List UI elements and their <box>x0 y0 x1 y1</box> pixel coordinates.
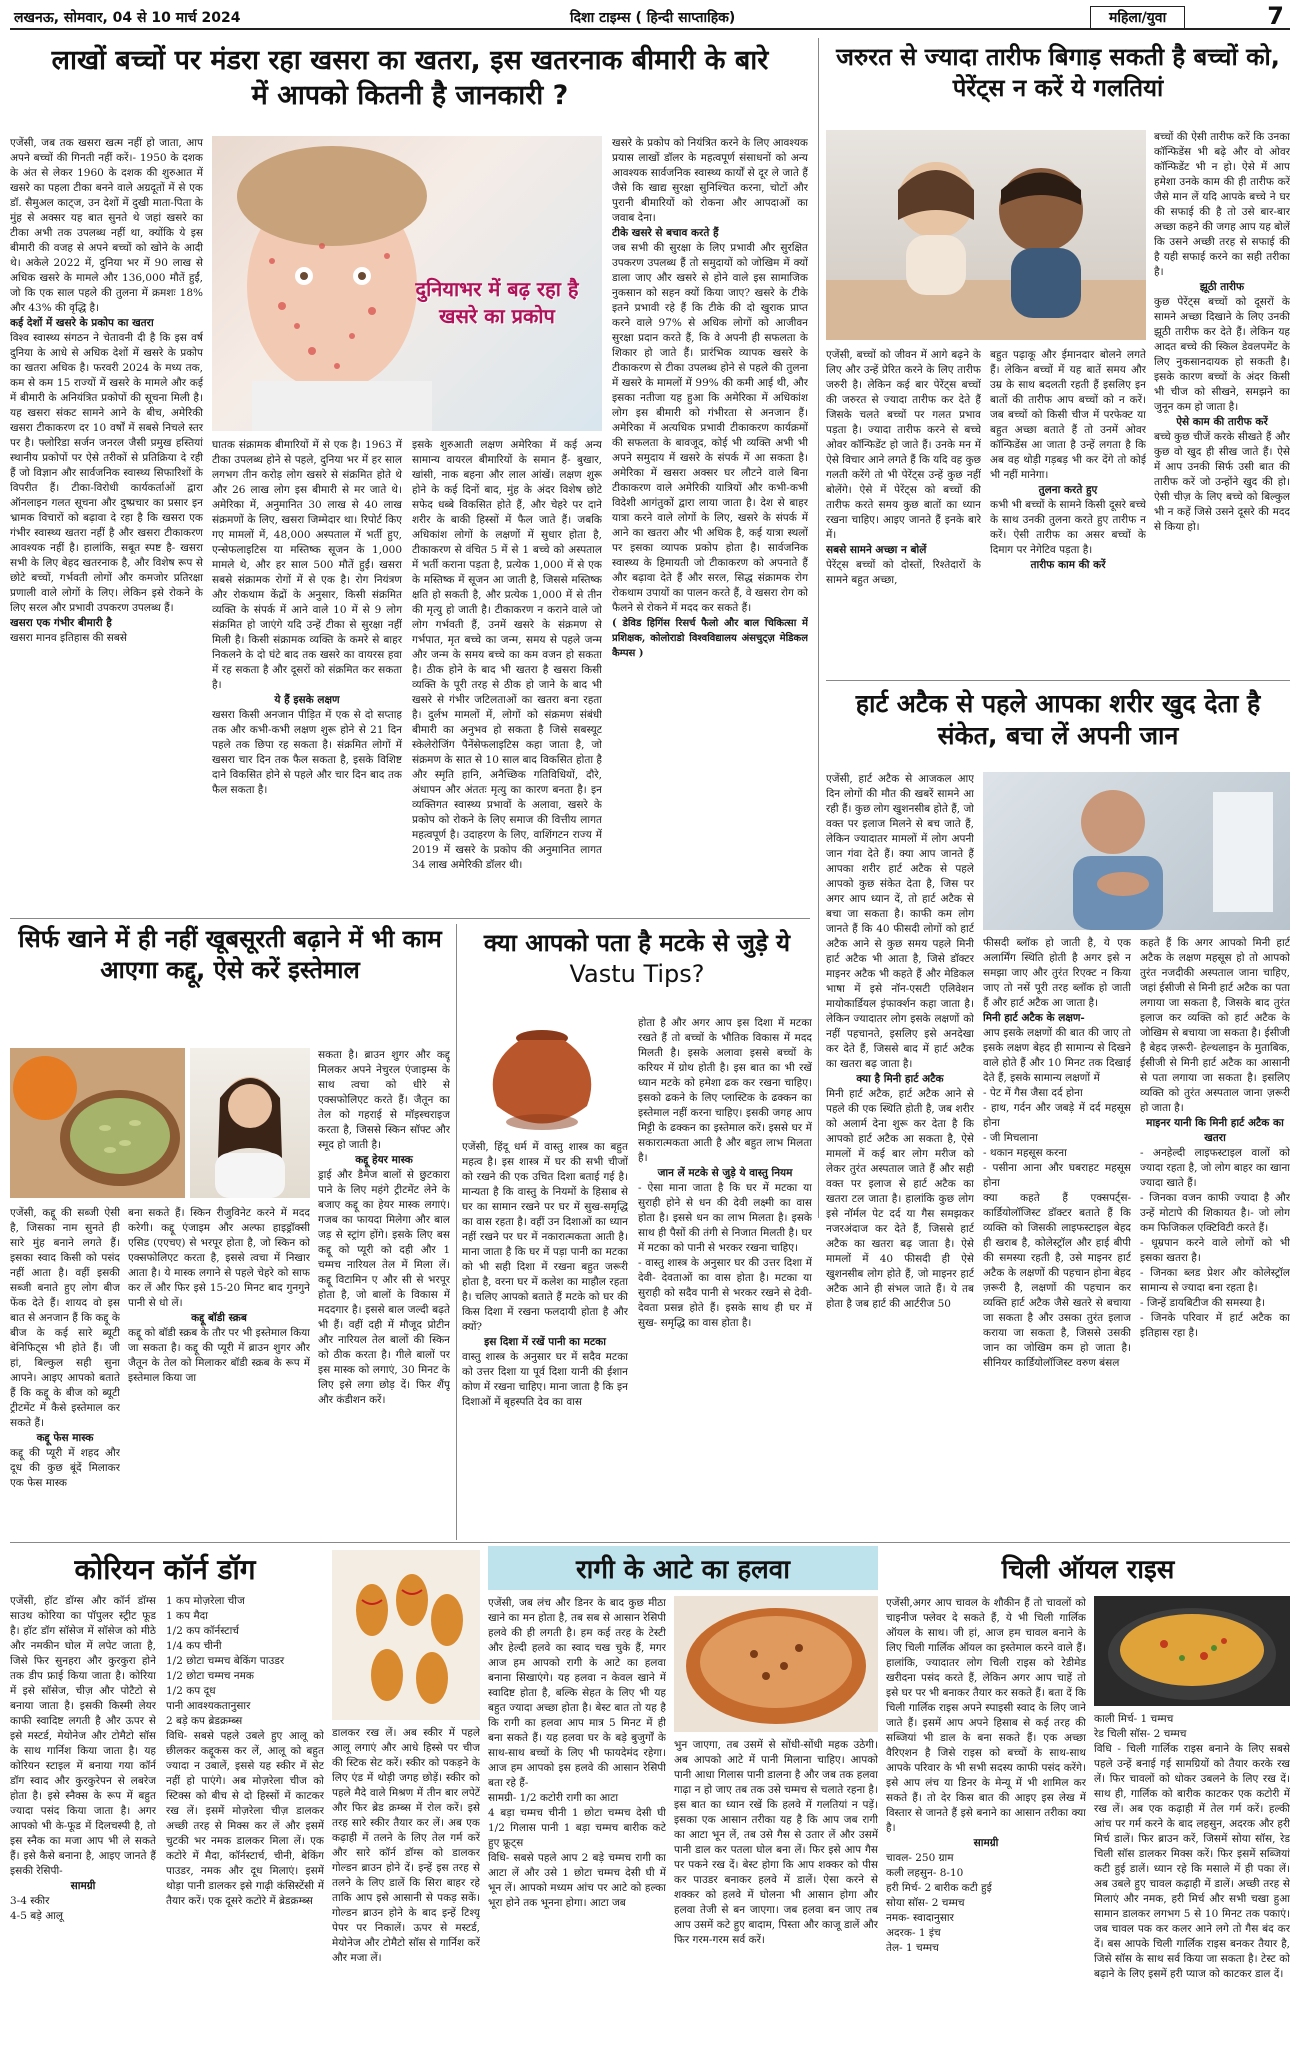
symptom-item: - जी मिचलाना <box>983 1132 1038 1144</box>
ingredient-item: चावल- 250 ग्राम <box>886 1852 954 1864</box>
vastu-tip-item: - वास्तु शास्त्र के अनुसार घर की उत्तर दिशा में देवी- देवताओं का वास होता है। मटका या सुराही को सदैव पानी से भरकर रखने से देवी- देवता प्रसन्न होते हैं। इसके साथ ही घर में सुख- समृद्धि का वास होता है। <box>638 1257 812 1329</box>
heart-photo <box>983 772 1290 930</box>
woman-portrait-illustration <box>190 1048 310 1198</box>
risk-item: - जिनके परिवार में हार्ट अटैक का इतिहास रहा है। <box>1140 1312 1290 1339</box>
praise-subhead-right-2: ऐसे काम की तारीफ करें <box>1176 416 1268 428</box>
ingredient-item: 3-4 स्कीर <box>10 1895 50 1907</box>
section-label: महिला/युवा <box>1090 6 1185 29</box>
chest-pain-illustration <box>983 772 1290 930</box>
pumpkin-text-3: बना सकते हैं। स्किन रीजुविनेट करने में मदद करेगी। कद्दू एंजाइम और अल्फा हाइड्रॉक्सी एसिड (एएचए) से भरपूर होता है, जो स्किन को एक्सफोलिएट करता है, इससे त्वचा में निखार आता है। ये मास्क लगाने से पहले चेहरे को साफ कर लें और फिर इसे 15-20 मिनट बाद गुनगुने पानी से धो लें। <box>128 1207 310 1309</box>
pumpkin-col2 <box>128 1206 310 1540</box>
praise-text-1: एजेंसी, बच्चों को जीवन में आगे बढ़ने के लिए और उन्हें प्रेरित करने के लिए तारीफ जरुरी है। लेकिन कई बार पेरेंट्स बच्चों की जरुरत से ज्यादा तारीफ कर देते हैं जिसके चलते बच्चों पर गलत प्रभाव पड़ता है। ज्यादा तारीफ करने से बच्चे ओवर कॉन्फिडेंट हो जाते हैं। उनके मन में ऐसे विचार आने लगते हैं कि यदि वह कुछ गलती करेंगे तो भी पेरेंट्स उन्हें कुछ नहीं बोलेंगे। ऐसे में पेरेंट्स को बच्चों की तारीफ करते समय कुछ बातों का ध्यान रखना चाहिए। आइए जानते हैं इनके बारे में। <box>826 349 981 541</box>
praise-subhead-right-1: झूठी तारीफ <box>1199 281 1245 293</box>
corndog-ingredients-head: सामग्री <box>70 1880 96 1892</box>
pumpkin-subhead-2: कद्दू बॉडी स्क्रब <box>191 1312 247 1324</box>
ragi-text-1: एजेंसी, जब लंच और डिनर के बाद कुछ मीठा खाने का मन होता है, तब सब से आसान रेसिपी हलवे की ही लगती है। हम कई तरह के टेस्टी और हेल्दी हलवे का स्वाद चख चुके हैं, मगर आज हम आपको रागी के आटे का हलवा बनाना सिखाएंगे। यह हलवा न केवल खाने में स्वादिष्ट होता है, बल्कि सेहत के लिए भी यह बहुत ज्यादा अच्छा होता है। बेस्ट बात तो यह है कि रागी का हलवा आप मात्र 5 मिनट में ही बना सकते हैं। यह हलवा घर के बड़े बुजुर्गों के साथ-साथ बच्चों के लिए भी फायदेमंद रहेगा। आज हम आपको इस हलवे की आसान रेसिपी बता रहे हैं- <box>488 1597 666 1789</box>
pumpkin-headline: सिर्फ खाने में ही नहीं खूबसूरती बढ़ाने में भी काम आएगा कद्दू, ऐसे करें इस्तेमाल <box>18 925 442 984</box>
measles-author-credit: ( डेविड हिगिंस रिसर्च फैलो और बाल चिकित्सा में प्रशिक्षक, कोलोराडो विश्वविद्यालय अंसचुट्ज़ मेडिकल कैम्पस ) <box>612 618 808 659</box>
risk-item: - जिन्हें डायबिटीज की समस्या है। <box>1140 1297 1266 1309</box>
ragi-col1 <box>488 1596 666 2044</box>
clay-pot-photo <box>462 1016 622 1136</box>
measles-col3-text <box>412 438 602 923</box>
halwa-bowl-illustration <box>674 1596 878 1732</box>
measles-text-6: इसके शुरुआती लक्षण अमेरिका में कई अन्य सामान्य वायरल बीमारियों के समान हैं- बुखार, खांसी, नाक बहना और लाल आंखें। लक्षण शुरू होने के कई दिनों बाद, मुंह के अंदर विशेष छोटे सफेद धब्बे विकसित होते हैं, और चेहरे पर दाने शरीर के बाकी हिस्सों में फैल जाते हैं। जबकि अधिकांश लोगों के लक्षणों में सुधार होता है, टीकाकरण से वंचित 5 में से 1 बच्चे को अस्पताल में भर्ती कराना पड़ता है, प्रत्येक 1,000 में से एक के मस्तिष्क में सूजन आ जाती है, जिससे मस्तिष्क क्षति हो सकती है, और प्रत्येक 1,000 में से तीन की मृत्यु हो जाती है। टीकाकरण न कराने वाले जो लोग गर्भवती हैं, उनमें खसरे के संक्रमण से गर्भपात, मृत बच्चे का जन्म, समय से पहले जन्म और जन्म के समय बच्चे का कम वजन हो सकता है। ठीक होने के बाद भी खतरा है खसरा किसी व्यक्ति के पूरी तरह से ठीक हो जाने के बाद भी खसरे से गंभीर जटिलताओं का खतरा बना रहता है। दुर्लभ मामलों में, लोगों को संक्रमण संबंधी बीमारी का अनुभव हो सकता है जिसे सबस्यूट स्केलेरोजिंग पैनेंसेफलाइटिस कहा जाता है, जो संक्रमण के सात से 10 साल बाद विकसित होता है और स्मृति हानि, अनैच्छिक गतिविधियों, दौरे, अंधापन और अंततः मृत्यु का कारण बनता है। इन व्यक्तिगत स्वास्थ्य प्रभावों के अलावा, खसरे के प्रकोप को रोकने के लिए समाज की वित्तीय लागत महत्वपूर्ण है। उदाहरण के लिए, वाशिंगटन राज्य में 2019 में खसरे के प्रकोप की अनुमानित लागत 34 लाख अमेरिकी डॉलर थी। <box>412 439 602 871</box>
corndog-illustration <box>332 1550 480 1720</box>
vastu-subhead-2: जान लें मटके से जुड़े ये वास्तु नियम <box>657 1167 793 1179</box>
vastu-headline <box>462 924 812 1008</box>
newspaper-name: दिशा टाइम्स ( हिन्दी साप्ताहिक) <box>570 10 736 26</box>
corndog-col2 <box>166 1594 324 2044</box>
pumpkin-seeds-photo <box>10 1048 185 1198</box>
ingredient-item: 1 कप मैदा <box>166 1610 208 1622</box>
chilli-ingredients-head: सामग्री <box>973 1837 999 1849</box>
heart-subhead-2: मिनी हार्ट अटैक के लक्षण- <box>983 1012 1085 1024</box>
ragi-headline: रागी के आटे का हलवा <box>488 1546 878 1590</box>
praise-col2 <box>990 348 1146 688</box>
pumpkin-text-6: ड्राई और डैमेज बालों से छुटकारा पाने के लिए महंगे ट्रीटमेंट लेने के बजाए कद्दू का हेयर मास्क लगाएं। गजब का फायदा मिलेगा और बाल जड़ से स्ट्रांग होंगे। इसके लिए बस कद्दू को प्यूरी को दही और 1 चम्मच नारियल तेल में मिला लें। कद्दू विटामिन ए और सी से भरपूर होता है, जो बालों के विकास में मददगार है। इससे बाल जल्दी बढ़ते भी हैं। वहीं दही में मौजूद प्रोटीन और नारियल तेल बालों की स्किन को ठीक करता है। गीले बालों पर इस मास्क को लगाएं, 30 मिनट के लिए इसे लगा छोड़ दें। फिर शैंपू और कंडीशन करें। <box>318 1169 450 1406</box>
praise-headline: जरुरत से ज्यादा तारीफ बिगाड़ सकती है बच्चों को, पेरेंट्स न करें ये गलतियां <box>836 43 1280 102</box>
issue-date: लखनऊ, सोमवार, 04 से 10 मार्च 2024 <box>14 10 241 26</box>
ragi-text-3: भुन जाएगा, तब उसमें से सोंधी-सोंधी महक उठेगी। अब आपको आटे में पानी मिलाना चाहिए। आपको पानी आधा गिलास पानी डालना है और जब तक हलवा गाढ़ा न हो जाए तब तक उसे चम्मच से चलाते रहना है। इस बात का ध्यान रखें कि हलवे में गलतियां न पड़ें। इसका एक आसान तरीका यह है कि आप जब रागी का आटा भून लें, तब उसे गैस से उतार लें और उसमें पानी डाल कर पतला घोल बना लें। फिर इसे आप गैस पर पकने रख दें। बेस्ट होगा कि आप शक्कर को पीस कर पाउडर बनाकर हलवे में डालें। ऐसा करने से शक्कर को हलवे में घोलना भी आसान होगा और हलवा तेजी से बन जाएगा। जब हलवा बन जाए तब आप उसमें कटे हुए बादाम, पिस्ता और काजू डालें और फिर गरम-गरम सर्व करें। <box>674 1739 878 1946</box>
vastu-article <box>462 924 812 1540</box>
ingredient-item: 1/2 कप दूध <box>166 1685 216 1697</box>
praise-text-right-3: बच्चे कुछ चीजें करके सीखते हैं और कुछ वो खुद ही सीख जाते हैं। ऐसे में आप उनकी सिर्फ उसी बात की तारीफ करें जो उन्होंने खुद की हो। ऐसी चीज़ के लिए बच्चे को बिल्कुल भी न कहें जिसे उसने दूसरे की मदद से किया हो। <box>1154 431 1290 533</box>
heart-col3 <box>1140 936 1290 1538</box>
chilli-rice-photo <box>1094 1596 1290 1706</box>
corndog-text-2: विधि- सबसे पहले उबले हुए आलू को छीलकर कद्दूकस कर लें, आलू को बहुत ज्यादा न उबालें, इससे यह स्कीर में सेट नहीं हो पाएंगे। अब मोज़रेला चीज को स्टिक्स को बीच से दो हिस्सों में काटकर रख लें। इसमें मोज़रेला चीज़ डालकर अच्छी तरह से मिक्स कर लें और इसमें चुटकी भर नमक डालकर मिला लें। एक कटोरे में मैदा, कॉर्नस्टार्च, चीनी, बेकिंग पाउडर, नमक और दूध मिलाएं। इसमें थोड़ा पानी डालकर इसे गाढ़ी कंसिस्टेंसी में तैयार करें। एक दूसरे कटोरे में ब्रेडक्रम्ब्स <box>166 1730 324 1907</box>
heart-article <box>826 686 1290 1538</box>
risk-item: - जिनका वजन काफी ज्यादा है और उन्हें मोटापे की शिकायत है।- जो लोग कम फिजिकल एक्टिविटी करते हैं। <box>1140 1192 1290 1234</box>
ingredient-item: सामग्री- 1/2 कटोरी रागी का आटा <box>488 1792 619 1804</box>
corndog-text-3: डालकर रख लें। अब स्कीर में पहले आलू लगाएं और आधे हिस्से पर चीज की स्टिक सेट करें। स्कीर को पकड़ने के लिए एंड में थोड़ी जगह छोड़ें। स्कीर को पहले मैदे वाले मिश्रण में तीन बार लपेटें और फिर ब्रेड क्रम्ब्स में रोल करें। इसे तरह सारे स्कीर तैयार कर लें। अब एक कढ़ाही में तलने के लिए तेल गर्म करें और सारे कॉर्न डॉग्स को डालकर गोल्डन ब्राउन होने दें। इन्हें इस तरह से तलने के लिए डालें कि सिरा बाहर रहे ताकि आप इसे आसानी से पकड़ सकें। गोल्डन ब्राउन होने के बाद इन्हें टिश्यू पेपर पर निकालें। ऊपर से मस्टर्ड, मेयोनेज और टोमैटो सॉस से गार्निश करें और मजा लें। <box>332 1727 480 1964</box>
ingredient-item: हरी मिर्च- 2 बारीक कटी हुई <box>886 1882 992 1894</box>
symptom-item: - हाथ, गर्दन और जबड़े में दर्द महसूस होना <box>983 1102 1131 1129</box>
ingredient-item: 1 कप मोज़रेला चीज <box>166 1595 245 1607</box>
heart-text-3: फीसदी ब्लॉक हो जाती है, ये एक अलार्मिंग स्थिति होती है अगर इसे न समझा जाए और तुरंत रिएक्ट न किया जाए तो नसें पूरी तरह ब्लॉक हो जाती हैं और हार्ट अटैक आ जाता है। <box>983 937 1131 1009</box>
praise-text-2: पेरेंट्स बच्चों को दोस्तों, रिश्तेदारों के सामने बहुत अच्छा, <box>826 559 981 586</box>
ingredient-item: 1/2 छोटा चम्मच बेकिंग पाउडर <box>166 1655 285 1667</box>
vastu-tip-item: - ऐसा माना जाता है कि घर में मटका या सुराही होने से धन की देवी लक्ष्मी का वास होता है। इससे धन का लाभ मिलता है। इसके साथ ही पैसों की तंगी से निजात मिलती है। घर में मटका को पानी से भरकर रखना चाहिए। <box>638 1182 812 1254</box>
ingredient-item: 4-5 बड़े आलू <box>10 1910 64 1922</box>
measles-subhead-2: खसरा एक गंभीर बीमारी है <box>10 617 112 629</box>
symptom-item: - पेट में गैस जैसा दर्द होना <box>983 1087 1083 1099</box>
model-photo <box>190 1048 310 1198</box>
ingredient-item: 4 बड़ा चम्मच चीनी 1 छोटा चम्मच देसी घी 1/2 गिलास पानी 1 बड़ा चम्मच बारीक कटे हुए फ्रूट्स <box>488 1807 666 1849</box>
ragi-halwa-photo <box>674 1596 878 1732</box>
ingredient-item: 1/4 कप चीनी <box>166 1640 222 1652</box>
measles-text-4: घातक संक्रामक बीमारियों में से एक है। 1963 में टीका उपलब्ध होने से पहले, दुनिया भर में हर साल लगभग तीन करोड़ लोग खसरे से संक्रमित होते थे और 26 लाख लोग इस बीमारी से मर जाते थे। अमेरिका में, अनुमानित 30 लाख से 40 लाख संक्रमणों के लिए, खसरा जिम्मेदार था। रिपोर्ट किए गए मामलों में, 48,000 अस्पताल में भर्ती हुए, एन्सेफलाइटिस या मस्तिष्क सूजन के 1,000 मामले थे, और हर साल 500 मौतें हुईं। खसरा सबसे संक्रामक रोगों में से एक है। रोग नियंत्रण और रोकथाम केंद्रों के अनुसार, किसी संक्रमित व्यक्ति के संपर्क में आने वाले 10 में से 9 लोग संक्रमित हो जाएंगे यदि उन्हें टीका से सुरक्षा नहीं मिली है। किसी संक्रामक व्यक्ति के कमरे से बाहर निकलने के दो घंटे बाद तक खसरे का वायरस हवा में रह सकता है और दूसरों को संक्रमित कर सकता है। <box>212 439 402 691</box>
risk-item: - अनहेल्दी लाइफस्टाइल वालों को ज्यादा रहता है, जो लोग बाहर का खाना ज्यादा खाते हैं। <box>1140 1147 1290 1189</box>
heart-col1 <box>826 772 974 1538</box>
ingredient-item: रेड चिली सॉस- 2 चम्मच <box>1094 1728 1187 1740</box>
pumpkin-text-4: कद्दू को बॉडी स्क्रब के तौर पर भी इस्तेमाल किया जा सकता है। कद्दू की प्यूरी में ब्राउन शुगर और जैतून के तेल को मिलाकर बॉडी स्क्रब के रूप में इस्तेमाल किया जा <box>128 1327 310 1384</box>
measles-text-5: खसरा किसी अनजान पीड़ित में एक से दो सप्ताह तक और कभी-कभी लक्षण शुरू होने से 21 दिन पहले तक छिपा रह सकता है। संक्रमित लोगों में खसरा चार दिन तक फैल सकता है, इसके विशिष्ट दाने विकसित होने से पहले और चार दिन बाद तक फैल सकता है। <box>212 709 402 796</box>
pumpkin-article <box>10 924 450 1540</box>
chilli-text-2: विधि - चिली गार्लिक राइस बनाने के लिए सबसे पहले उन्हें बनाई गई सामग्रियों को तैयार करके रख लें। फिर चावलों को धोकर उबलने के लिए रख दें। साथ ही, गार्लिक को बारीक काटकर एक कटोरी में रख लें। अब एक कढ़ाही में तेल गर्म करें। हल्की आंच पर गर्म करने के बाद लहसुन, अदरक और हरी मिर्च डालें। फिर ब्राउन करें, जिसमें सोया सॉस, रेड चिली सॉस डालकर मिक्स करें। फिर इसमें सब्जियां कटी हुई डालें। ध्यान रहे कि मसाले में ही पका लें। अब उबले हुए चावल कढ़ाही में डालें। अच्छी तरह से मिलाएं और नमक, हरी मिर्च और सभी चखा हुआ सामान डालकर लगभग 5 से 10 मिनट तक पकाएं। जब चावल पक कर कलर आने लगे तो गैस बंद कर दें। बस आपके चिली गार्लिक राइस बनकर तैयार है, जिसे सॉस के साथ सर्व किया जा सकता है। टेस्ट को बढ़ाने के लिए इसमें हरी प्याज को काटकर डाल दें। <box>1094 1743 1290 1980</box>
page-number: 7 <box>1267 2 1284 30</box>
heart-subhead-3: माइनर यानी कि मिनी हार्ट अटैक का खतरा <box>1146 1117 1284 1144</box>
pumpkin-text-1: एजेंसी, कद्दू की सब्जी ऐसी है, जिसका नाम सुनते ही सारे मुंह बनाने लगते हैं। इसका स्वाद किसी को पसंद नहीं आता है। वहीं इसकी सब्जी बनाते हुए लोग बीज फेंक देते हैं। शायद वो इस बात से अनजान हैं कि कद्दू के बीज के कई सारे ब्यूटी बेनिफिट्स भी होते हैं। जी हां, बिल्कुल सही सुना आपने। आइए आपको बताते हैं कि कद्दू के बीज को ब्यूटी ट्रीटमेंट में कैसे इस्तेमाल कर सकते हैं। <box>10 1207 120 1429</box>
praise-subhead-3: तारीफ काम की करें <box>1030 559 1106 571</box>
clay-pot-illustration <box>462 1016 622 1136</box>
vastu-text-1: एजेंसी, हिंदू धर्म में वास्तु शास्त्र का बहुत महत्व है। इस शास्त्र में घर की सभी चीजों को रखने की एक उचित दिशा बताई गई है। मान्यता है कि वास्तु के नियमों के हिसाब से घर का सामान रखने पर घर में सुख-समृद्धि का वास रहता है। वहीं उन दिशाओं का ध्यान नहीं रखने पर घर में नकारात्मकता आती है। माना जाता है कि घर में पड़ा पानी का मटका को भी सही दिशा में रखना बहुत जरूरी होता है, वरना घर में कलेश का माहौल रहता है। चलिए आपको बताते हैं मटके को घर की किस दिशा में रखना फलदायी होता है और क्यों? <box>462 1141 628 1333</box>
symptom-item: - पसीना आना और घबराहट महसूस होना <box>983 1162 1131 1189</box>
chilli-rice-recipe <box>886 1546 1290 2046</box>
measles-text-3: खसरा मानव इतिहास की सबसे <box>10 632 127 644</box>
risk-item: - धूम्रपान करने वाले लोगों को भी इसका खतरा है। <box>1140 1237 1290 1264</box>
heart-col2 <box>983 936 1131 1538</box>
measles-col3 <box>412 136 602 438</box>
measles-col1 <box>10 136 203 646</box>
praise-subhead-1: सबसे सामने अच्छा न बोलें <box>826 544 927 556</box>
ingredient-item: कली लहसुन- 8-10 <box>886 1867 964 1879</box>
measles-text-2: विश्व स्वास्थ्य संगठन ने चेतावनी दी है कि इस वर्ष दुनिया के आधे से अधिक देशों में खसरे के प्रकोप का खतरा अधिक है। फरवरी 2024 के मध्य तक, कम से कम 15 राज्यों में खसरे के मामले और कई में बीमारी के अनियंत्रित प्रकोपों की सूचना मिली है। यह खसरा संकट सामने आने के बीच, अमेरिकी खसरा टीकाकरण दर 10 वर्षों में सबसे निचले स्तर पर है। फ्लोरिडा सर्जन जनरल जैसी प्रमुख हस्तियां स्थानीय प्रकोपों पर ऐसे तरीकों से प्रतिक्रिया दे रही हैं जो विज्ञान और सार्वजनिक स्वास्थ्य सिफारिशों के विपरीत हैं। टीका-विरोधी कार्यकर्ताओं द्वारा ऑनलाइन गलत सूचना और दुष्प्रचार का प्रसार इन भ्रामक विचारों को बढ़ावा दे रहा है कि खसरा एक गंभीर स्वास्थ्य खतरा नहीं है और खसरा टीकाकरण आवश्यक नहीं है। हालांकि, सबूत स्पष्ट है- खसरा सभी के लिए बेहद खतरनाक है, और विशेष रूप से छोटे बच्चों, गर्भवती लोगों और कमजोर प्रतिरक्षा प्रणाली वाले लोगों के लिए। लेकिन इसे रोकने के लिए सरल और प्रभावी उपकरण उपलब्ध हैं। <box>10 332 203 614</box>
vastu-col1 <box>462 1140 628 1540</box>
ingredient-item: अदरक- 1 इंच <box>886 1927 941 1939</box>
pumpkin-seeds-illustration <box>10 1048 185 1198</box>
risk-item: - जिनका ब्लड प्रेशर और कोलेस्ट्रॉल सामान्य से ज्यादा बना रहता है। <box>1140 1267 1290 1294</box>
ingredient-item: 2 बड़े कप ब्रेडक्रम्ब्स <box>166 1715 243 1727</box>
vastu-headline-hindi: क्या आपको पता है मटके से जुड़े ये <box>483 929 791 957</box>
praise-text-4: कभी भी बच्चों के सामने किसी दूसरे बच्चे के साथ उनकी तुलना करते हुए तारीफ न करें। ऐसी तारीफ का असर बच्चों के दिमाग पर नेगेटिव पड़ता है। <box>990 499 1146 556</box>
heart-headline: हार्ट अटैक से पहले आपका शरीर खुद देता है संकेत, बचा लें अपनी जान <box>855 689 1261 750</box>
ragi-recipe <box>488 1546 878 2046</box>
vastu-col2 <box>638 1016 812 1540</box>
vastu-text-2: वास्तु शास्त्र के अनुसार घर में सदैव मटका को उत्तर दिशा या पूर्व दिशा यानी की ईशान कोण में रखना चाहिए। माना जाता है कि इन दिशाओं में बृहस्पति देव का वास <box>462 1351 628 1408</box>
corndog-col3 <box>332 1726 480 2044</box>
praise-subhead-2: तुलना करते हुए <box>1038 484 1098 496</box>
ingredient-item: काली मिर्च- 1 चम्मच <box>1094 1713 1174 1725</box>
corndog-col1 <box>10 1594 156 2044</box>
parent-child-illustration <box>826 130 1146 340</box>
measles-subhead-3: ये हैं इसके लक्षण <box>274 694 340 706</box>
praise-col1 <box>826 348 981 688</box>
corndog-photo <box>332 1550 480 1720</box>
vastu-headline-english: Vastu Tips? <box>569 959 705 988</box>
ingredient-item: पानी आवश्यकतानुसार <box>166 1700 251 1712</box>
vastu-text-3: होता है और अगर आप इस दिशा में मटका रखते हैं तो बच्चों के भौतिक विकास में मदद मिलती है। इसके अलावा इससे बच्चों के करियर में ग्रोथ होती है। इस बात का भी रखें ध्यान मटके को हमेशा ढक कर रखना चाहिए। इसको ढकने के लिए प्लास्टिक के ढक्कन का इस्तेमाल नहीं करना चाहिए। इसकी जगह आप मिट्टी के ढक्कन का इस्तेमाल करें। इससे घर में सकारात्मकता आती है और बहुत लाभ मिलता है। <box>638 1017 812 1164</box>
measles-text-1: एजेंसी, जब तक खसरा खत्म नहीं हो जाता, आप अपने बच्चों की गिनती नहीं करें।- 1950 के दशक के अंत से लेकर 1960 के दशक की शुरुआत में खसरे का पहला टीका बनने वाले अग्रदूतों में से एक डॉ. सैमुअल काट्ज, उन देशों में दुखी माता-पिता के मुंह से अक्सर यह बात सुनते थे जहां खसरे का टीका अभी तक उपलब्ध नहीं था, क्योंकि ये इस बीमारी की वजह से अपने बच्चों को खोने के आदी थे। अकेले 2022 में, दुनिया भर में 90 लाख से अधिक खसरे के मामले और 136,000 मौतें हुईं, जो कि एक साल पहले की तुलना में क्रमशः 18% और 43% की वृद्धि है। <box>10 137 203 314</box>
measles-subhead-4: टीके खसरे से बचाव करते हैं <box>612 227 719 239</box>
heart-text-5: क्या कहते हैं एक्सपर्ट्स- कार्डियोलॉजिस्ट डॉक्टर बताते हैं कि व्यक्ति को जिसकी लाइफस्टाइल बेहद ही खराब है, कोलेस्ट्रॉल और हाई बीपी की समस्या रहती है, उसे माइनर हार्ट अटैक के लक्षणों की पहचान होना बेहद ज़रूरी है, लक्षणों की पहचान कर व्यक्ति हार्ट अटैक जैसे खतरे से बचाया जा सकता है और उसका तुरंत इलाज कराया जा सकता है, जिससे उसकी जान का जोखिम कम हो जाता है। सीनियर कार्डियोलॉजिस्ट वरुण बंसल <box>983 1192 1131 1369</box>
ingredient-item: सोया सॉस- 2 चम्मच <box>886 1897 965 1909</box>
vastu-subhead-1: इस दिशा में रखें पानी का मटका <box>484 1336 606 1348</box>
pumpkin-text-5: सकता है। ब्राउन शुगर और कद्दू मिलकर अपने नेचुरल एंजाइम्स के साथ त्वचा को धीरे से एक्सफोलिएट करते हैं। जैतून का तेल को गहराई से मॉइस्चराइज करता है, जिससे स्किन सॉफ्ट और स्मूद हो जाती है। <box>318 1049 450 1151</box>
ragi-text-2: विधि- सबसे पहले आप 2 बड़े चम्मच रागी का आटा लें और उसे 1 छोटा चम्मच देसी घी में भून लें। आपको मध्यम आंच पर आटे को हल्का भूरा होने तक भूनना होगा। आटा जब <box>488 1852 666 1909</box>
praise-text-right-2: कुछ पेरेंट्स बच्चों को दूसरों के सामने अच्छा दिखाने के लिए उनकी झूठी तारीफ कर देते हैं। लेकिन यह आदत बच्चे की स्किल डेवलपमेंट के लिए नुकसानदायक हो सकती है। इसके कारण बच्चों के अंदर किसी भी चीज को सीखने, समझने का जुनून कम हो जाता है। <box>1154 296 1290 413</box>
praise-article <box>826 38 1290 688</box>
chilli-col2 <box>1094 1712 1290 2044</box>
pumpkin-col3 <box>318 1048 450 1540</box>
praise-text-3: बहुत पढ़ाकू और ईमानदार बोलने लगते हैं। लेकिन बच्चों में यह बातें समय और उम्र के साथ बदलती रहती हैं इसलिए इन बातों की तारीफ आप बच्चों को न करें। जब बच्चों को किसी चीज में परफेक्ट या बहुत अच्छा बताते हैं तो उनमें ओवर कॉन्फिडेंस आ जाता है उन्हें लगता है कि अब वह थोड़ी गड़बड़ भी कर देंगे तो कोई भी नहीं मानेगा। <box>990 349 1146 481</box>
ingredient-item: नमक- स्वादानुसार <box>886 1912 954 1924</box>
heart-text-1: एजेंसी, हार्ट अटैक से आजकल आए दिन लोगों की मौत की खबरें सामने आ रही हैं। कुछ लोग खुशनसीब होते हैं, जो वक्त पर इलाज मिलने से बच जाते हैं, लेकिन ज्यादातर मामलों में लोग अपनी जान गंवा देते हैं। क्या आप जानते हैं आपका शरीर हार्ट अटैक से पहले आपको कुछ संकेत देता है, जिस पर अगर आप ध्यान दें, तो हार्ट अटैक से बचा जा सकता है। काफी कम लोग जानते हैं कि 40 फीसदी लोगों को हार्ट अटैक आने से कुछ समय पहले मिनी हार्ट अटैक भी आता है, जिसे डॉक्टर माइनर अटैक भी कहते हैं और मेडिकल भाषा में इसे नॉन-एसटी एलिवेशन मायोकार्डियल इंफार्क्शन कहा जाता है। लेकिन ज्यादातर लोग इसके लक्षणों को नहीं पहचानते, इसलिए इसे अनदेखा कर देते हैं, जिससे बाद में हार्ट अटैक का खतरा बढ़ जाता है। <box>826 773 974 1070</box>
ragi-col2 <box>674 1738 878 2044</box>
ingredient-item: तेल- 1 चम्मच <box>886 1942 939 1954</box>
corndog-headline: कोरियन कॉर्न डॉग <box>74 1553 256 1586</box>
ingredient-item: 1/2 कप कॉर्नस्टार्च <box>166 1625 239 1637</box>
corndog-text-1: एजेंसी, हॉट डॉग्स और कॉर्न डॉग्स साउथ कोरिया का पॉपुलर स्ट्रीट फूड है। हॉट डॉग सॉसेज में सॉसेज को मीठे और नमकीन घोल में लपेट जाता है, जिसे फिर सुनहरा और कुरकुरा होने तक डीप फ्राई किया जाता है। कोरिया में इसे सॉसेज, चीज़ और पोटैटो से बनाया जाता है। इसकी किस्मी लेयर काफी स्वादिष्ट लगती है और ऊपर से इसे मस्टर्ड, मेयोनेज और टोमैटो सॉस के साथ गार्निश किया जाता है। यह कोरियन स्टाइल में बनाया गया कॉर्न डॉग स्वाद और कुरकुरेपन से लबरेज होता है। इसे स्नैक्स के रूप में बहुत ज्यादा पसंद किया जाता है। अगर आपको भी के-फूड में दिलचस्पी है, तो इस स्नैक का मजा आप भी ले सकते हैं। इसे कैसे बनाना है, आइए जानते हैं इसकी रेसिपी- <box>10 1595 156 1877</box>
chilli-text-1: एजेंसी,अगर आप चावल के शौकीन हैं तो चावलों को चाइनीज फ्लेवर दे सकते हैं, ये भी चिली गार्लिक ऑयल के साथ। जी हां, आज हम चावल बनाने के लिए चिली गार्लिक ऑयल का इस्तेमाल करने वाले हैं। हालांकि, ज्यादातर लोग चिली राइस को रेडीमेड खरीदना पसंद करते हैं, लेकिन अगर आप चाहें तो इसे घर पर भी बनाकर तैयार कर सकते हैं। बता दें कि चिली गार्लिक राइस अपने स्पाइसी स्वाद के लिए जाने जाते हैं। इसमें आप अपने हिसाब से कई तरह की सब्जियां भी डाल के बना सकते हैं। एक अच्छा वैरिएशन है जिसे राइस को बच्चों के साथ-साथ आपके परिवार के भी सभी सदस्य काफी पसंद करेंगे। इसे आप लंच या डिनर के मेन्यू में भी शामिल कर सकते हैं। तो देर किस बात की आइए इस लेख में विस्तार से जानते हैं इसे बनाने का आसान तरीका क्या है। <box>886 1597 1086 1834</box>
heart-text-4: आप इसके लक्षणों की बात की जाए तो इसके लक्षण बेहद ही सामान्य से दिखने वाले होते हैं और 10 मिनट तक दिखाई देते हैं, इसके सामान्य लक्षणों में <box>983 1027 1131 1084</box>
heart-text-2: मिनी हार्ट अटैक, हार्ट अटैक आने से पहले की एक स्थिति होती है, जब शरीर को अलार्म देना शुरू कर देता है कि आपको हार्ट अटैक आ सकता है, ऐसे मामलों में कई बार लोग मरीज को लेकर तुरंत अस्पताल जाते हैं और सही वक्त पर इलाज से हार्ट अटैक का खतरा टल जाता है। हालांकि कुछ लोग इसे नॉर्मल पेट दर्द या गैस समझकर नजरअंदाज कर देते हैं, जिससे हार्ट अटैक का खतरा बढ़ जाता है। ऐसे मामलों में 40 फीसदी ही ऐसे खुशनसीब लोग होते हैं, जो माइनर हार्ट अटैक आने ही संभल जाते हैं। ये तब होता है जब हार्ट की आर्टरीज 50 <box>826 1088 974 1310</box>
measles-text-8: जब सभी की सुरक्षा के लिए प्रभावी और सुरक्षित उपकरण उपलब्ध हैं तो समुदायों को जोखिम में क्यों डाला जाए और खसरे से होने वाले इस सामाजिक नुकसान को सहन क्यों किया जाए? खसरे के टीके इतने प्रभावी रहे हैं कि टीके की दो खुराक प्राप्त करने वाले 97% से अधिक लोगों को आजीवन सुरक्षा प्रदान करते हैं, कि वे अपनी ही सफलता के शिकार हो जाते हैं। प्रारंभिक व्यापक खसरे के टीकाकरण से टीका उपलब्ध होने से पहले की तुलना में खसरे के मामलों में 99% की कमी आई थी, और इसका नतीजा यह हुआ कि अमेरिका में अधिकांश लोग इस बीमारी को गंभीरता से अनजान हैं। अमेरिका में अत्यधिक प्रभावी टीकाकरण कार्यक्रमों की सफलता के बावजूद, कोई भी व्यक्ति अभी भी अपने समुदाय में खसरे के संपर्क में आ सकता है। अमेरिका में खसरा अक्सर घर लौटने वाले बिना टीकाकरण वाले अमेरिकी यात्रियों और कभी-कभी विदेशी आगंतुकों द्वारा लाया जाता है। देश से बाहर यात्रा करने वाले लोगों के लिए, खसरे के संपर्क में आने का खतरा और भी अधिक है, कई यात्रा स्थलों पर इसका व्यापक प्रकोप होता है। सार्वजनिक स्वास्थ्य के हिमायती जो टीकाकरण को अपनाते हैं और बढ़ावा देते हैं और सरल, सिद्ध संक्रामक रोग रोकथाम उपायों का पालन करते हैं, वे खसरा रोग को फैलने से रोकने में मदद कर सकते हैं। <box>612 242 808 614</box>
symptom-item: - थकान महसूस करना <box>983 1147 1067 1159</box>
praise-text-right-1: बच्चों की ऐसी तारीफ करें कि उनका कॉन्फिडेंस भी बढ़े और वो ओवर कॉन्फिडेंट भी न हो। ऐसे में आप हमेशा उनके काम की ही तारीफ करें जैसे मान लें यदि आपके बच्चे ने घर की सफाई की है तो उसे बार-बार अच्छा कहने की जगह आप यह बोलें कि उसने अच्छी तरह से सफाई की है यही सफाई करने का सही तरीका है। <box>1154 131 1290 278</box>
rice-bowl-illustration <box>1094 1596 1290 1706</box>
measles-article <box>10 38 810 928</box>
measles-photo-caption: दुनियाभर में बढ़ रहा है खसरे का प्रकोप <box>415 277 579 328</box>
masthead <box>10 4 1290 30</box>
pumpkin-subhead-3: कद्दू हेयर मास्क <box>355 1154 413 1166</box>
chilli-col1 <box>886 1596 1086 2044</box>
pumpkin-text-2: कद्दू की प्यूरी में शहद और दूध की कुछ बूंदें मिलाकर एक फेस मास्क <box>10 1447 120 1489</box>
measles-text-7: खसरे के प्रकोप को नियंत्रित करने के लिए आवश्यक प्रयास लाखों डॉलर के महत्वपूर्ण संसाधनों को अन्य आवश्यक सार्वजनिक स्वास्थ्य कार्यों से दूर ले जाते हैं जैसे कि खाद्य सुरक्षा सुनिश्चित करना, चोटों और पुरानी बीमारियों को रोकना और आपदाओं का जवाब देना। <box>612 137 808 224</box>
measles-headline: लाखों बच्चों पर मंडरा रहा खसरा का खतरा, इस खतरनाक बीमारी के बारे में आपको कितनी है जानकारी ? <box>51 45 769 111</box>
ingredient-item: 1/2 छोटा चम्मच नमक <box>166 1670 254 1682</box>
measles-subhead-1: कई देशों में खसरे के प्रकोप का खतरा <box>10 317 154 329</box>
heart-text-6: कहते हैं कि अगर आपको मिनी हार्ट अटैक के लक्षण महसूस हो तो आपको तुरंत नजदीकी अस्पताल जाना चाहिए, जहां ईसीजी से मिनी हार्ट अटैक का पता लगाया जा सकता है, जिसके बाद तुरंत इलाज कर व्यक्ति को हार्ट अटैक के जोखिम से बचाया जा सकता है। ईसीजी है बेहद ज़रूरी- हेल्थलाइन के मुताबिक, ईसीजी से मिनी हार्ट अटैक का आसानी से पता लगाया जा सकता है। इसलिए व्यक्ति को तुरंत अस्पताल जाना ज़रूरी हो जाता है। <box>1140 937 1290 1114</box>
measles-col2 <box>212 438 402 798</box>
heart-subhead-1: क्या है मिनी हार्ट अटैक <box>856 1073 944 1085</box>
pumpkin-subhead-1: कद्दू फेस मास्क <box>36 1432 94 1444</box>
chilli-headline: चिली ऑयल राइस <box>1001 1555 1175 1585</box>
pumpkin-col1 <box>10 1206 120 1540</box>
measles-col4 <box>612 136 808 926</box>
praise-photo <box>826 130 1146 340</box>
praise-right-col <box>1154 130 1290 688</box>
corndog-recipe <box>10 1546 480 2046</box>
